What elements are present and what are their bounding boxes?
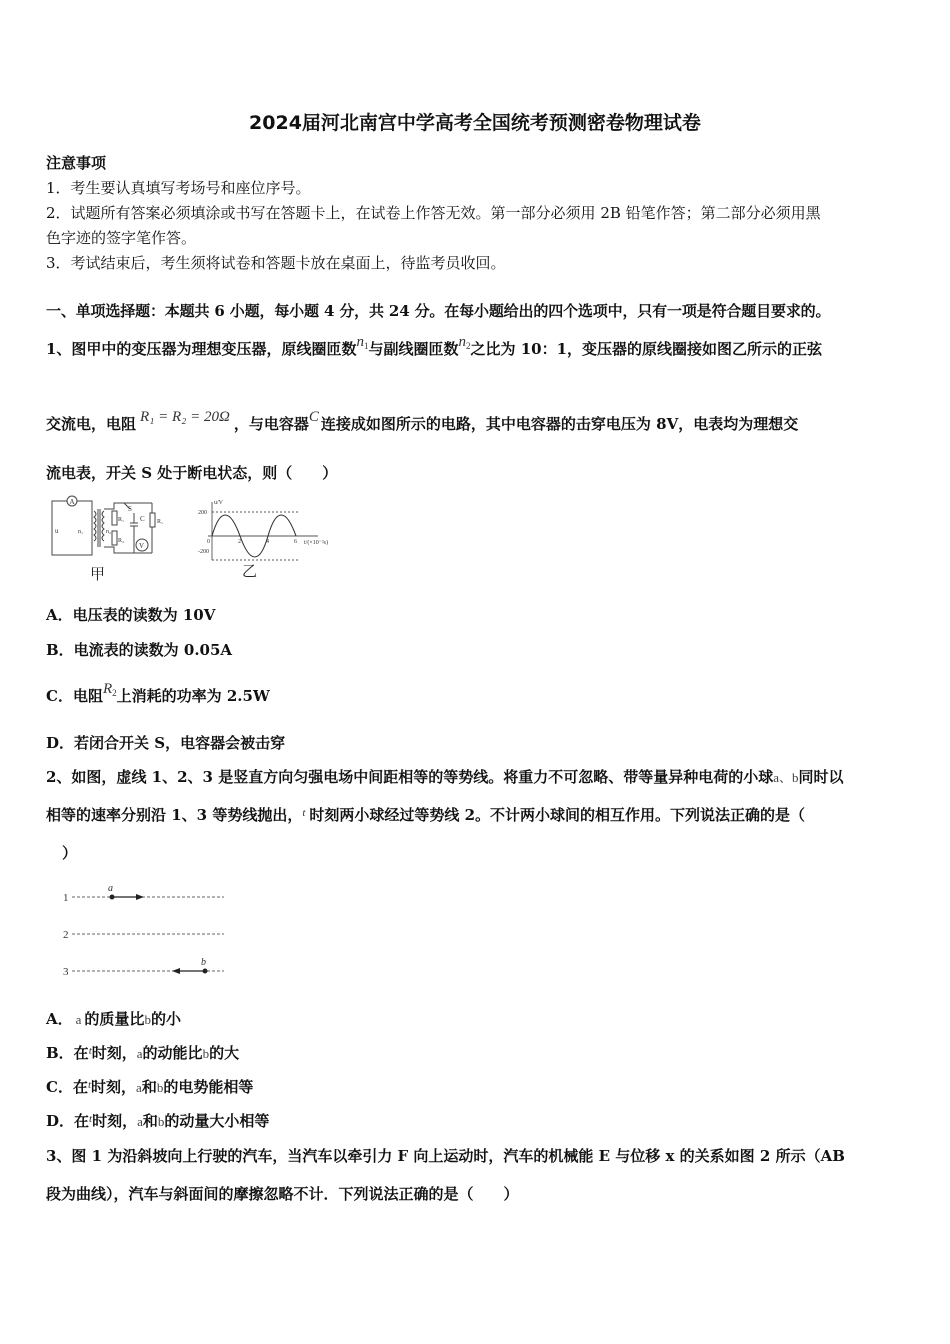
q1-line1-c: 之比为 10：1，变压器的原线圈接如图乙所示的正弦 [470,340,823,358]
circuit-label-s: S [128,505,132,513]
q2-line1: 2、如图，虚线 1、2、3 是竖直方向匀强电场中间距相等的等势线。将重力不可忽略、带等量异种电荷的小球a、b同时以 [46,768,844,786]
line-label-1: 1 [63,892,69,904]
figure-jia-circuit [48,495,188,585]
ball-b [203,969,208,974]
q3-line2: 段为曲线），汽车与斜面间的摩擦忽略不计．下列说法正确的是（ ） [46,1185,519,1203]
q2-line2: 相等的速率分别沿 1、3 等势线抛出，$^t$ 时刻两小球经过等势线 2。不计两小球间的相互作用。下列说法正确的是（ [46,806,806,824]
figure-yi-graph [198,498,346,582]
circuit-label-a: A [69,498,75,506]
notice-item-3: 3．考试结束后，考生须将试卷和答题卡放在桌面上，待监考员收回。 [46,254,506,272]
n1-symbol: $n_1$ [356,334,369,351]
page-title: 2024届河北南宫中学高考全国统考预测密卷物理试卷 [249,112,701,134]
line-label-3: 3 [63,966,69,978]
graph-x-tick: 4 [266,539,269,545]
resistor-equation: R₁ = R₂ = 20Ω [140,409,230,425]
q3-line1: 3、图 1 为沿斜坡向上行驶的汽车，当汽车以牵引力 F 向上运动时，汽车的机械能 E 与位移 x 的关系如图 2 所示（AB [46,1147,845,1165]
r2-symbol: $R_2$ [102,681,117,698]
q1-line2 [46,409,799,435]
q1-line3: 流电表，开关 S 处于断电状态，则（ ） [46,464,338,482]
circuit-label-n1: n₁ [78,529,84,535]
graph-x-tick: 2 [238,539,241,545]
graph-y-unit: u/V [214,500,223,506]
ball-a-label: a [108,883,113,894]
q1-line1 [46,334,823,364]
circuit-label-r1-left: R₁ [118,517,125,523]
graph-x-tick: 6 [294,539,297,545]
q1-line2-a: 交流电，电阻 [46,415,137,433]
figure-label-yi: 乙 [242,564,258,580]
q2-line3: ） [62,844,78,862]
notice-item-2: 2．试题所有答案必须填涂或书写在答题卡上，在试卷上作答无效。第一部分必须用 2B 铅笔作答；第二部分必须用黑 [46,204,821,222]
q1-line1-b: 与副线圈匝数 [368,340,459,358]
circuit-label-c: C [140,515,145,523]
notice-heading: 注意事项 [46,154,107,172]
q1-line1-a: 1、图甲中的变压器为理想变压器，原线圈匝数 [46,340,357,358]
ball-a [110,895,115,900]
voltmeter-icon: V [139,542,145,550]
section-heading: 一、单项选择题：本题共 6 小题，每小题 4 分，共 24 分。在每小题给出的四个选项中，只有一项是符合题目要求的。 [46,302,831,320]
n2-symbol: $n_2$ [458,334,471,351]
q1-option-d: D．若闭合开关 S，电容器会被击穿 [46,734,286,752]
notice-item-1: 1．考生要认真填写考场号和座位序号。 [46,179,311,197]
q2-option-c: C．在$^t$时刻，a和b的电势能相等 [46,1078,254,1096]
q2-equipotential-figure [60,878,230,978]
figure-label-jia: 甲 [90,567,106,583]
graph-y-top: 200 [198,510,207,516]
q1-line2-c: 连接成如图所示的电路，其中电容器的击穿电压为 8V，电表均为理想交 [320,415,799,433]
circuit-label-u: u [55,527,59,535]
var-b: b [792,770,799,785]
line-label-2: 2 [63,929,69,941]
circuit-label-r2: R₂ [118,538,125,544]
q1-line2-b: ，与电容器 [233,415,309,433]
var-a: a [773,770,779,785]
ball-b-label: b [201,957,206,968]
graph-y-bottom: -200 [198,549,209,555]
var-t: t [302,807,306,819]
circuit-label-n2: n₂ [106,529,112,535]
q2-option-d: D．在$^t$时刻，a和b的动量大小相等 [46,1112,270,1130]
graph-origin: 0 [207,539,210,545]
q2-option-b: B．在$^t$时刻，a的动能比b的大 [46,1044,240,1062]
notice-item-2-cont: 色字迹的签字笔作答。 [46,229,197,247]
graph-x-unit: t/(×10⁻²s) [304,540,329,546]
q1-option-a: A．电压表的读数为 10V [46,606,216,624]
q2-option-a: A． a 的质量比b的小 [46,1010,181,1028]
circuit-label-r1-right: R₁ [157,519,164,525]
q1-option-c: C．电阻$R_2$上消耗的功率为 2.5W [46,681,270,705]
capacitor-symbol: C [308,409,319,425]
q1-option-b: B．电流表的读数为 0.05A [46,641,233,659]
